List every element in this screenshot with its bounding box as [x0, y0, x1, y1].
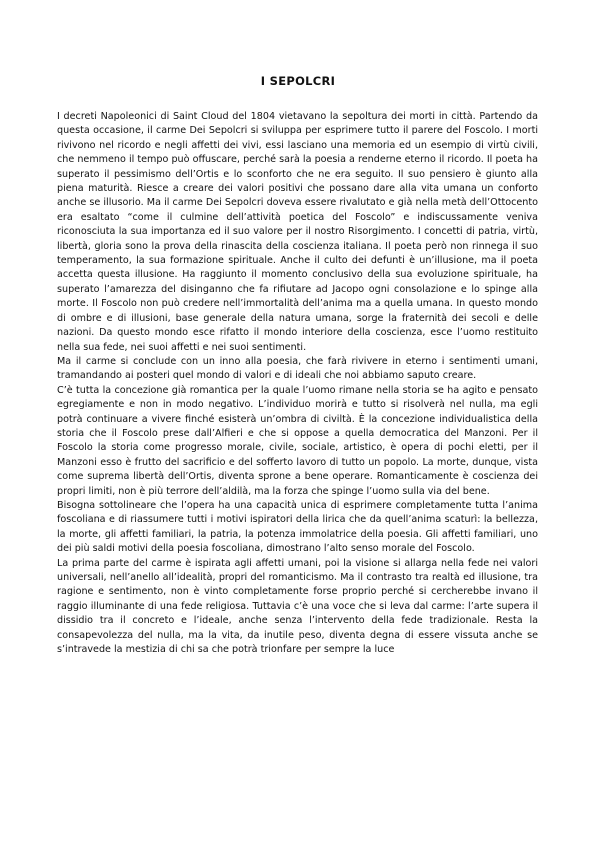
paragraph-3: C’è tutta la concezione già romantica per la quale l’uomo rimane nella storia se ha agito e pensato egregiamente e non in modo negativo. L’individuo morirà e tutto si risolverà nel nulla, ma egli potrà continuare a vivere finché esisterà un’ombra di civiltà. È la concezione individualistica della storia che il Foscolo prese dall’Alfieri e che si oppose a quella democratica del Manzoni. Per il Foscolo la storia come progresso morale, civile, sociale, artistico, è opera di pochi eletti, per il Manzoni esso è frutto del sacrificio e del sofferto lavoro di tutto un popolo. La morte, dunque, vista come suprema libertà dell’Ortis, diventa sprone a bene operare. Romanticamente è coscienza dei propri limiti, non è più terrore dell’aldilà, ma la forza che spinge l’uomo sulla via del bene.	[57, 384, 538, 497]
document-body	[57, 110, 538, 657]
paragraph-1: I decreti Napoleonici di Saint Cloud del 1804 vietavano la sepoltura dei morti in città. Partendo da questa occasione, il carme Dei Sepolcri si sviluppa per esprimere tutto il parere del Foscolo. I morti rivivono nel ricordo e negli affetti dei vivi, essi lasciano una memoria ed un esempio di virtù civili, che nemmeno il tempo può offuscare, perché sarà la poesia a renderne eterno il ricordo. Il poeta ha superato il pessimismo dell’Ortis e lo sconforto che ne era seguito. Il suo pensiero è giunto alla piena maturità. Riesce a creare dei valori positivi che possano dare alla vita umana un conforto anche se illusorio. Ma il carme Dei Sepolcri doveva essere rivalutato e già nella metà dell’Ottocento era esaltato “come il culmine dell’attività poetica del Foscolo” e indiscussamente veniva riconosciuta la sua importanza ed il suo valore per il nostro Risorgimento. I concetti di patria, virtù, libertà, gloria sono la prova della rinascita della coscienza italiana. Il poeta però non rinnega il suo temperamento, la sua formazione spirituale. Anche il culto dei defunti è un’illusione, ma il poeta accetta questa illusione. Ha raggiunto il momento conclusivo della sua evoluzione spirituale, ha superato l’amarezza del disinganno che fa rifiutare ad Jacopo ogni consolazione e lo spinge alla morte. Il Foscolo non può credere nell’immortalità dell’anima ma a quella umana. In questo mondo di ombre e di illusioni, base generale della natura umana, sorge la fraternità dei secoli e delle nazioni. Da questo mondo esce rifatto il mondo interiore della coscienza, esce l’uomo restituito nella sua fede, nei suoi affetti e nei suoi sentimenti.	[57, 111, 538, 353]
document-title: I SEPOLCRI	[260, 74, 336, 88]
paragraph-2: Ma il carme si conclude con un inno alla poesia, che farà rivivere in eterno i sentimenti umani, tramandando ai posteri quel mondo di valori e di ideali che noi abbiamo saputo creare.	[57, 355, 538, 382]
paragraph-5: La prima parte del carme è ispirata agli affetti umani, poi la visione si allarga nella fede nei valori universali, nell’anello all’idealità, propri del romanticismo. Ma il contrasto tra realtà ed illusione, tra ragione e sentimento, non è vinto completamente forse proprio perché si cercherebbe invano il raggio illuminante di una fede religiosa. Tuttavia c’è una voce che si leva dal carme: l’arte supera il dissidio tra il concreto e l’ideale, anche senza l’intervento della fede tradizionale. Resta la consapevolezza del nulla, ma la vita, da inutile peso, diventa degna di essere vissuta anche se s’intravede la mestizia di chi sa che potrà trionfare per sempre la luce	[57, 557, 538, 656]
paragraph-4: Bisogna sottolineare che l’opera ha una capacità unica di esprimere completamente tutta l’anima foscoliana e di riassumere tutti i motivi ispiratori della lirica che da quell’anima scaturì: la bellezza, la morte, gli affetti familiari, la patria, la potenza immolatrice della poesia. Gli affetti familiari, uno dei più saldi motivi della poesia foscoliana, dimostrano l’alto senso morale del Foscolo.	[57, 499, 538, 555]
